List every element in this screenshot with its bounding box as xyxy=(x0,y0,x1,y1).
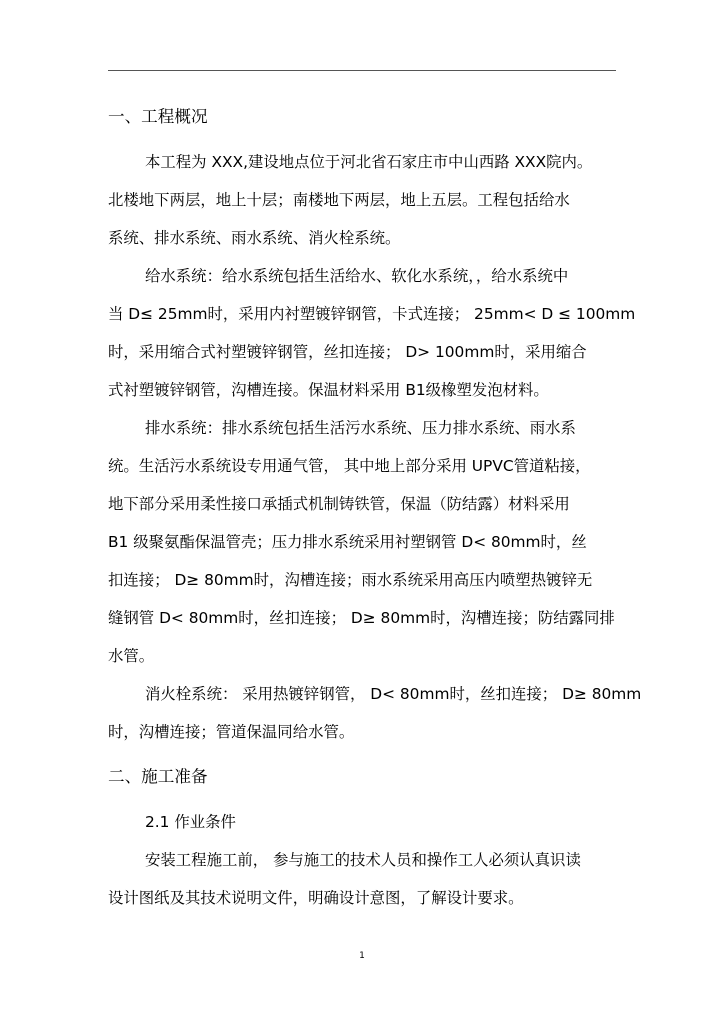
water-supply-text-line: 式衬塑镀锌钢管，沟槽连接。保温材料采用 B1级橡塑发泡材料。 xyxy=(108,381,549,399)
water-supply-text-line: 时，采用缩合式衬塑镀锌钢管，丝扣连接； D> 100mm时，采用缩合 xyxy=(108,343,587,361)
drainage-text-line: 统。生活污水系统设专用通气管， 其中地上部分采用 UPVC管道粘接， xyxy=(108,457,591,475)
drainage-text-line: 扣连接； D≥ 80mm时，沟槽连接；雨水系统采用高压内喷塑热镀锌无 xyxy=(108,571,593,589)
fire-hydrant-text-line: 时，沟槽连接；管道保温同给水管。 xyxy=(108,723,355,741)
overview-text-line: 北楼地下两层，地上十层；南楼地下两层，地上五层。工程包括给水 xyxy=(108,191,570,209)
preparation-text-line: 安装工程施工前， 参与施工的技术人员和操作工人必须认真识读 xyxy=(145,851,581,869)
preparation-text-line: 设计图纸及其技术说明文件，明确设计意图，了解设计要求。 xyxy=(108,889,524,907)
page-number: 1 xyxy=(359,951,365,961)
drainage-text-line: 地下部分采用柔性接口承插式机制铸铁管，保温（防结露）材料采用 xyxy=(108,495,570,513)
subsection-heading-work-conditions: 2.1 作业条件 xyxy=(145,813,236,831)
header-rule xyxy=(108,70,616,71)
water-supply-text-line: 当 D≤ 25mm时，采用内衬塑镀锌钢管，卡式连接； 25mm< D ≤ 100mm xyxy=(108,305,636,323)
drainage-text-line: 缝钢管 D< 80mm时，丝扣连接； D≥ 80mm时，沟槽连接；防结露同排 xyxy=(108,609,615,627)
drainage-text-line: B1 级聚氨酯保温管壳；压力排水系统采用衬塑钢管 D< 80mm时，丝 xyxy=(108,533,587,551)
overview-text-line: 本工程为 XXX,建设地点位于河北省石家庄市中山西路 XXX院内。 xyxy=(145,153,593,171)
fire-hydrant-text-line: 消火栓系统： 采用热镀锌钢管， D< 80mm时，丝扣连接； D≥ 80mm xyxy=(145,685,642,703)
drainage-text-line: 水管。 xyxy=(108,647,155,665)
overview-text-line: 系统、排水系统、雨水系统、消火栓系统。 xyxy=(108,229,401,247)
water-supply-text-line: 给水系统：给水系统包括生活给水、软化水系统，，给水系统中 xyxy=(145,267,569,285)
section-heading-overview: 一、工程概况 xyxy=(108,107,208,126)
section-heading-preparation: 二、施工准备 xyxy=(108,767,208,786)
drainage-text-line: 排水系统：排水系统包括生活污水系统、压力排水系统、雨水系 xyxy=(145,419,576,437)
